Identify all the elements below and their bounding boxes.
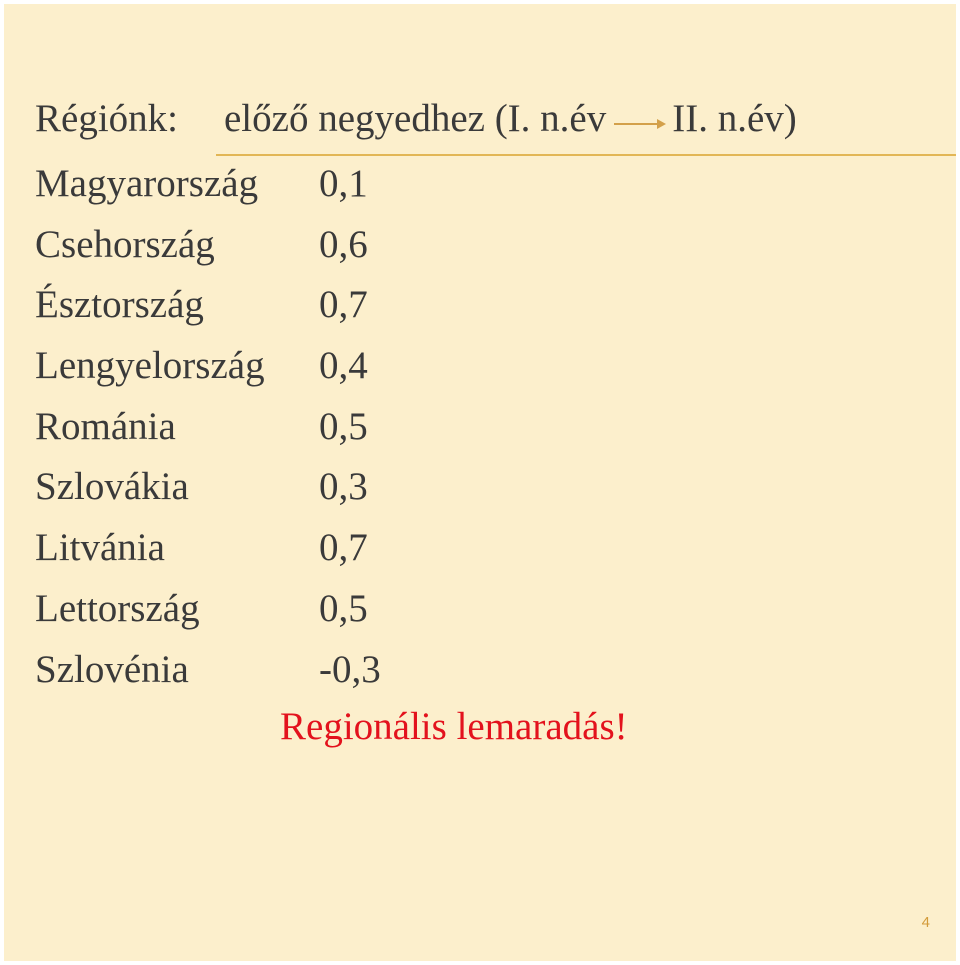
- change-value: 0,3: [319, 465, 368, 509]
- change-value: -0,3: [319, 647, 381, 691]
- change-value: 0,4: [319, 344, 368, 388]
- country-list: [35, 157, 381, 703]
- regional-lag-note: Regionális lemaradás!: [280, 705, 628, 748]
- list-item: [35, 278, 381, 339]
- list-item: [35, 460, 381, 521]
- region-label: Régiónk:: [35, 97, 178, 140]
- list-item: [35, 643, 381, 704]
- country-name: Románia: [35, 404, 176, 448]
- title-divider: [216, 154, 956, 156]
- list-item: [35, 521, 381, 582]
- list-item: [35, 218, 381, 279]
- country-name: Észtország: [35, 283, 204, 327]
- period-to-text: II. n.év): [672, 97, 797, 140]
- change-value: 0,5: [319, 404, 368, 448]
- country-name: Szlovénia: [35, 647, 189, 691]
- country-name: Csehország: [35, 222, 215, 266]
- change-value: 0,7: [319, 526, 368, 570]
- change-value: 0,7: [319, 283, 368, 327]
- country-name: Litvánia: [35, 526, 165, 570]
- page-number: 4: [921, 914, 930, 931]
- list-item: [35, 582, 381, 643]
- slide-title: [35, 96, 797, 141]
- change-value: 0,6: [319, 222, 368, 266]
- change-value: 0,1: [319, 162, 368, 205]
- list-item: [35, 400, 381, 461]
- country-name: Szlovákia: [35, 465, 189, 509]
- country-name: Lengyelország: [35, 344, 265, 388]
- arrow-right-icon: [614, 117, 666, 131]
- change-value: 0,5: [319, 586, 368, 630]
- country-name: Lettország: [35, 586, 200, 630]
- country-name: Magyarország: [35, 162, 259, 205]
- slide: [4, 4, 956, 961]
- list-item: [35, 157, 381, 218]
- list-item: [35, 339, 381, 400]
- period-from-text: előző negyedhez (I. n.év: [224, 97, 607, 140]
